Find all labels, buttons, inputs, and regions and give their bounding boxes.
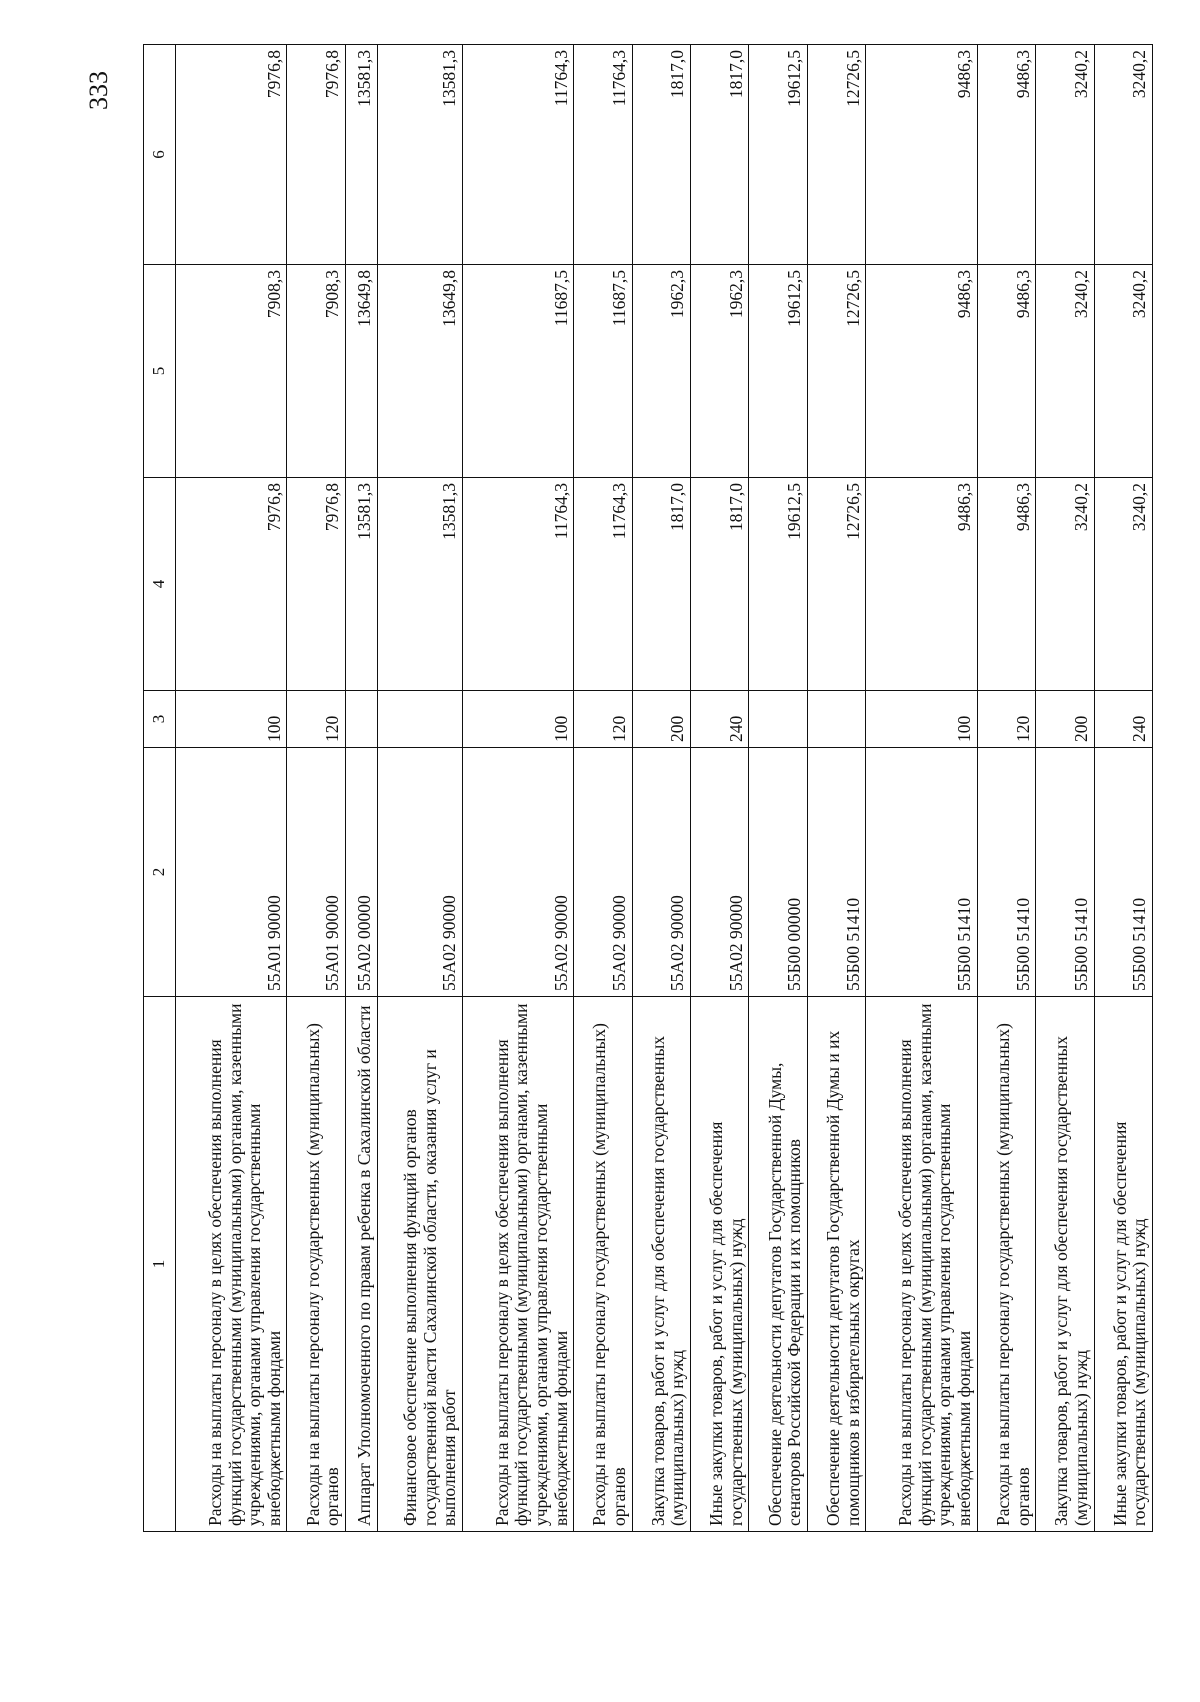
row-value-col4-cell: 19612,5: [749, 478, 807, 691]
row-kind-cell: 120: [287, 691, 345, 748]
row-code-cell: 55Б00 51410: [807, 748, 865, 997]
row-value-col4-cell: 3240,2: [1036, 478, 1094, 691]
row-value-col4-cell: 13581,3: [377, 478, 462, 691]
page-number: 333: [84, 71, 113, 110]
row-kind-cell: 120: [574, 691, 632, 748]
row-name-cell: Расходы на выплаты персоналу в целях обеспечения выполнения функций государственными (муниципальными) органами, казенными учреждениями, органами управления государственными внебюджетными фондами: [462, 997, 573, 1532]
row-code-cell: 55Б00 51410: [1094, 748, 1152, 997]
row-value-col5-cell: 13649,8: [377, 265, 462, 478]
row-code-cell: 55Б00 51410: [977, 748, 1035, 997]
row-value-col4-cell: 7976,8: [287, 478, 345, 691]
row-value-col4-cell: 9486,3: [866, 478, 977, 691]
row-value-col6-cell: 9486,3: [977, 45, 1035, 265]
row-code-cell: 55А02 90000: [377, 748, 462, 997]
row-value-col5-cell: 11687,5: [462, 265, 573, 478]
row-kind-cell: 100: [176, 691, 287, 748]
row-name-cell: Расходы на выплаты персоналу государственных (муниципальных) органов: [287, 997, 345, 1532]
row-value-col6-cell: 11764,3: [462, 45, 573, 265]
row-kind-cell: 240: [690, 691, 748, 748]
row-value-col6-cell: 9486,3: [866, 45, 977, 265]
row-code-cell: 55А01 90000: [176, 748, 287, 997]
table-row: [977, 45, 1035, 1532]
row-name-cell: Расходы на выплаты персоналу государственных (муниципальных) органов: [977, 997, 1035, 1532]
row-code-cell: 55Б00 51410: [866, 748, 977, 997]
row-name-cell: Расходы на выплаты персоналу в целях обеспечения выполнения функций государственными (муниципальными) органами, казенными учреждениями, органами управления государственными внебюджетными фондами: [176, 997, 287, 1532]
row-name-cell: Иные закупки товаров, работ и услуг для обеспечения государственных (муниципальных) нужд: [1094, 997, 1152, 1532]
table-row: [574, 45, 632, 1532]
row-value-col6-cell: 3240,2: [1094, 45, 1152, 265]
row-value-col6-cell: 7976,8: [176, 45, 287, 265]
row-value-col4-cell: 12726,5: [807, 478, 865, 691]
row-value-col5-cell: 3240,2: [1036, 265, 1094, 478]
column-header-3: 3: [144, 691, 176, 748]
row-name-cell: Закупка товаров, работ и услуг для обеспечения государственных (муниципальных) нужд: [1036, 997, 1094, 1532]
row-value-col5-cell: 7908,3: [287, 265, 345, 478]
row-code-cell: 55А02 90000: [690, 748, 748, 997]
row-value-col4-cell: 11764,3: [574, 478, 632, 691]
row-kind-cell: 100: [462, 691, 573, 748]
row-value-col5-cell: 12726,5: [807, 265, 865, 478]
row-value-col6-cell: 3240,2: [1036, 45, 1094, 265]
row-value-col4-cell: 1817,0: [690, 478, 748, 691]
row-kind-cell: [345, 691, 377, 748]
row-kind-cell: 100: [866, 691, 977, 748]
row-value-col5-cell: 9486,3: [977, 265, 1035, 478]
row-value-col4-cell: 3240,2: [1094, 478, 1152, 691]
row-value-col5-cell: 13649,8: [345, 265, 377, 478]
row-code-cell: 55А02 90000: [574, 748, 632, 997]
row-kind-cell: [377, 691, 462, 748]
budget-table: [143, 44, 1153, 1532]
table-row: [632, 45, 690, 1532]
row-code-cell: 55Б00 00000: [749, 748, 807, 997]
row-value-col6-cell: 13581,3: [377, 45, 462, 265]
table-body: [176, 45, 1153, 1532]
row-kind-cell: 120: [977, 691, 1035, 748]
row-code-cell: 55А02 90000: [632, 748, 690, 997]
column-header-2: 2: [144, 748, 176, 997]
row-value-col4-cell: 7976,8: [176, 478, 287, 691]
table-row: [462, 45, 573, 1532]
row-name-cell: Аппарат Уполномоченного по правам ребенка в Сахалинской области: [345, 997, 377, 1532]
budget-table-rotated: [143, 45, 1153, 1532]
row-code-cell: 55А02 90000: [462, 748, 573, 997]
table-row: [345, 45, 377, 1532]
row-value-col5-cell: 7908,3: [176, 265, 287, 478]
row-value-col4-cell: 9486,3: [977, 478, 1035, 691]
row-value-col6-cell: 1817,0: [632, 45, 690, 265]
table-row: [287, 45, 345, 1532]
row-value-col5-cell: 1962,3: [690, 265, 748, 478]
row-code-cell: 55Б00 51410: [1036, 748, 1094, 997]
row-code-cell: 55А02 00000: [345, 748, 377, 997]
table-row: [377, 45, 462, 1532]
row-kind-cell: 200: [632, 691, 690, 748]
table-row: [1036, 45, 1094, 1532]
table-header-row: [144, 45, 176, 1532]
row-value-col5-cell: 11687,5: [574, 265, 632, 478]
row-kind-cell: [749, 691, 807, 748]
row-value-col6-cell: 11764,3: [574, 45, 632, 265]
column-header-6: 6: [144, 45, 176, 265]
table-row: [866, 45, 977, 1532]
table-row: [176, 45, 287, 1532]
row-value-col4-cell: 1817,0: [632, 478, 690, 691]
row-kind-cell: 240: [1094, 691, 1152, 748]
row-name-cell: Расходы на выплаты персоналу в целях обеспечения выполнения функций государственными (муниципальными) органами, казенными учреждениями, органами управления государственными внебюджетными фондами: [866, 997, 977, 1532]
row-value-col4-cell: 13581,3: [345, 478, 377, 691]
table-row: [690, 45, 748, 1532]
table-row: [807, 45, 865, 1532]
row-value-col5-cell: 9486,3: [866, 265, 977, 478]
row-name-cell: Обеспечение деятельности депутатов Государственной Думы, сенаторов Российской Федерации и их помощников: [749, 997, 807, 1532]
row-kind-cell: 200: [1036, 691, 1094, 748]
row-value-col6-cell: 13581,3: [345, 45, 377, 265]
column-header-5: 5: [144, 265, 176, 478]
row-code-cell: 55А01 90000: [287, 748, 345, 997]
row-name-cell: Финансовое обеспечение выполнения функций органов государственной власти Сахалинской области, оказания услуг и выполнения работ: [377, 997, 462, 1532]
table-row: [749, 45, 807, 1532]
column-header-4: 4: [144, 478, 176, 691]
row-value-col5-cell: 1962,3: [632, 265, 690, 478]
row-value-col6-cell: 7976,8: [287, 45, 345, 265]
row-value-col6-cell: 19612,5: [749, 45, 807, 265]
row-name-cell: Закупка товаров, работ и услуг для обеспечения государственных (муниципальных) нужд: [632, 997, 690, 1532]
row-value-col5-cell: 3240,2: [1094, 265, 1152, 478]
row-name-cell: Иные закупки товаров, работ и услуг для обеспечения государственных (муниципальных) нужд: [690, 997, 748, 1532]
row-kind-cell: [807, 691, 865, 748]
row-value-col4-cell: 11764,3: [462, 478, 573, 691]
row-value-col6-cell: 12726,5: [807, 45, 865, 265]
column-header-1: 1: [144, 997, 176, 1532]
row-value-col5-cell: 19612,5: [749, 265, 807, 478]
row-value-col6-cell: 1817,0: [690, 45, 748, 265]
row-name-cell: Расходы на выплаты персоналу государственных (муниципальных) органов: [574, 997, 632, 1532]
row-name-cell: Обеспечение деятельности депутатов Государственной Думы и их помощников в избирательных округах: [807, 997, 865, 1532]
table-row: [1094, 45, 1152, 1532]
